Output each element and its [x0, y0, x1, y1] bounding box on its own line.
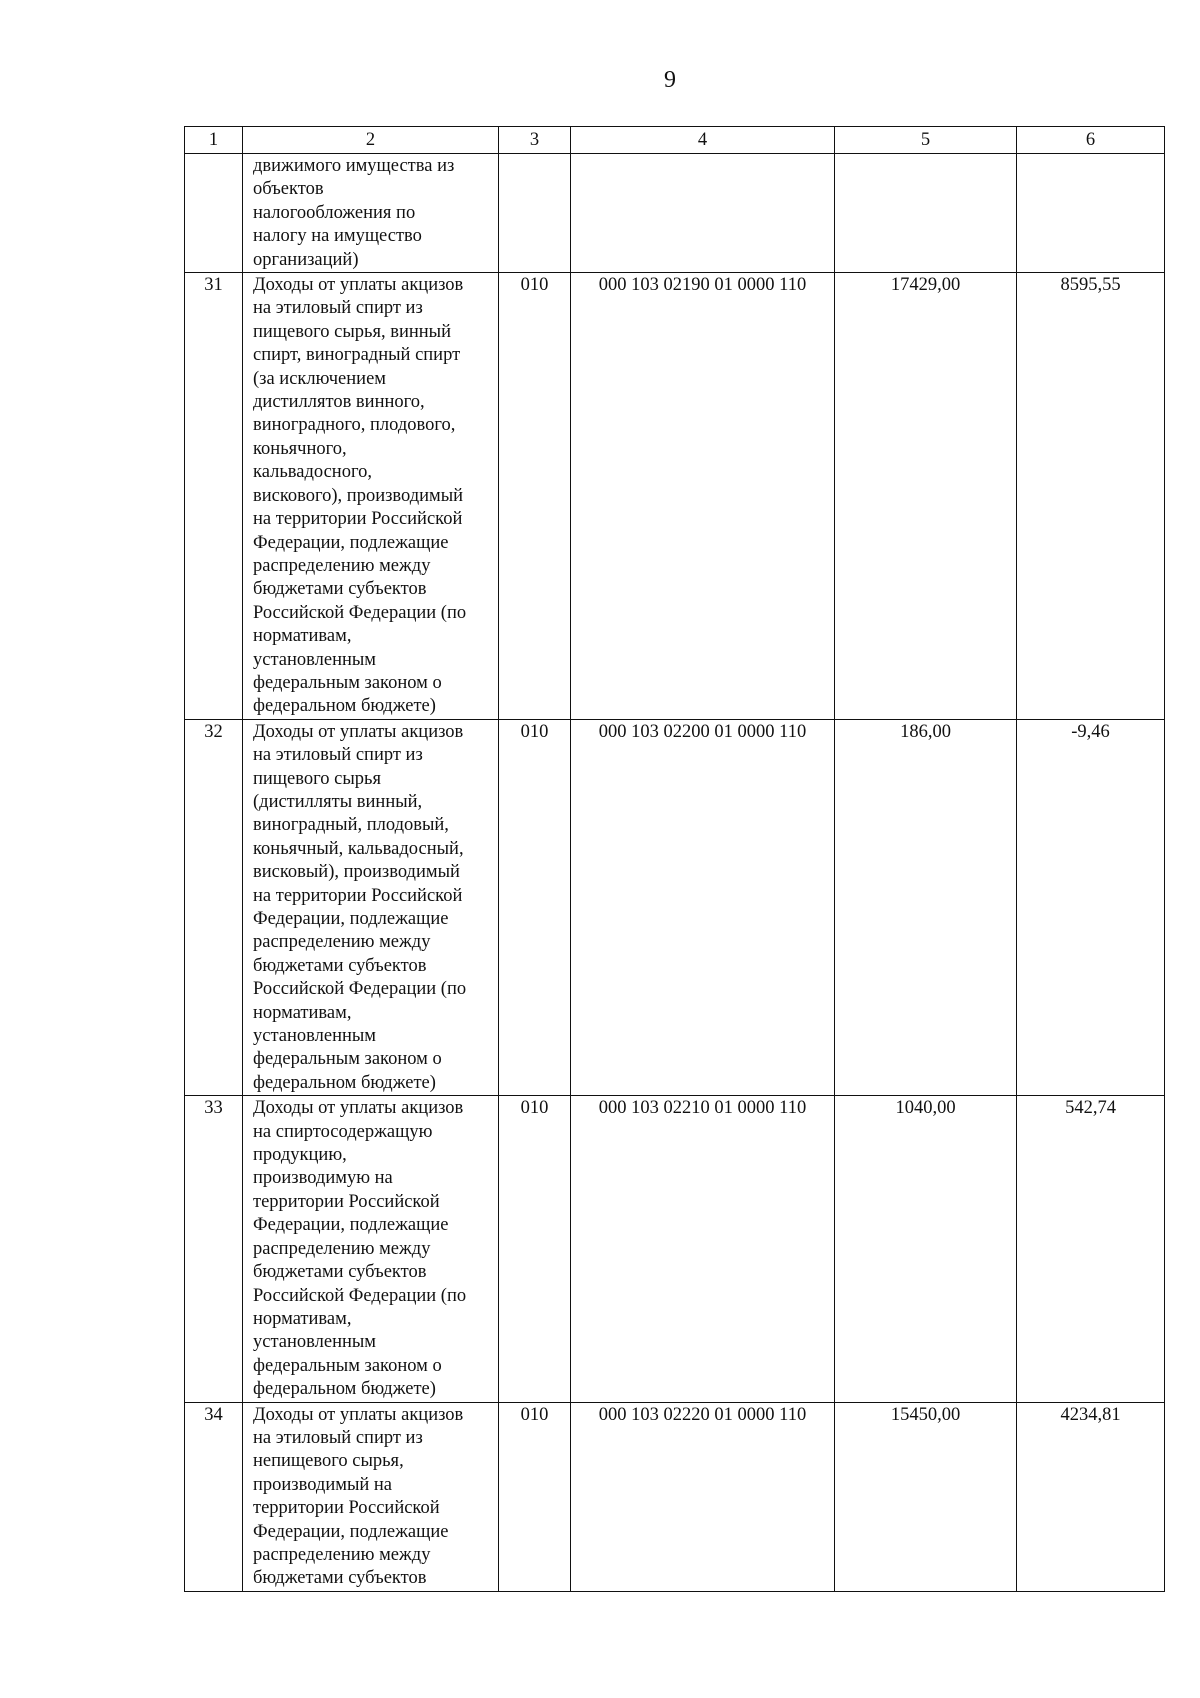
description-line: установленным	[253, 649, 377, 670]
header-col-4: 4	[571, 127, 835, 154]
description-line: производимую на	[253, 1168, 393, 1189]
description-line: налогообложения по	[253, 202, 416, 223]
header-col-2: 2	[243, 127, 499, 154]
description-line: пищевого сырья	[253, 768, 381, 789]
table-body	[185, 154, 1165, 273]
row-description	[243, 1096, 499, 1402]
description-line: виноградный, плодовый,	[253, 815, 449, 836]
description-line: федеральном бюджете)	[253, 1379, 436, 1400]
header-col-6: 6	[1017, 127, 1165, 154]
description-line: распределению между	[253, 1544, 431, 1565]
description-line: бюджетами субъектов	[253, 579, 427, 600]
description-line: федеральном бюджете)	[253, 1072, 436, 1093]
description-line: объектов	[253, 179, 324, 200]
description-line: висковый), производимый	[253, 862, 460, 883]
row-admin-code: 010	[499, 273, 571, 720]
description-line: спирт, виноградный спирт	[253, 345, 461, 366]
description-line: федеральным законом о	[253, 672, 442, 693]
row-number	[185, 154, 243, 273]
description-line: бюджетами субъектов	[253, 1262, 427, 1283]
table-row	[185, 1096, 1165, 1402]
row-number: 32	[185, 719, 243, 1096]
header-col-5: 5	[835, 127, 1017, 154]
description-line: на спиртосодержащую	[253, 1121, 433, 1142]
description-line: федеральным законом о	[253, 1355, 442, 1376]
row-description	[243, 719, 499, 1096]
description-line: на этиловый спирт из	[253, 298, 423, 319]
row-fact-value: -9,46	[1017, 719, 1165, 1096]
description-line: территории Российской	[253, 1191, 440, 1212]
header-row	[185, 127, 1165, 154]
row-budget-code	[571, 154, 835, 273]
description-line: бюджетами субъектов	[253, 1568, 427, 1589]
description-line: коньячного,	[253, 438, 347, 459]
header-col-3: 3	[499, 127, 571, 154]
description-line: на территории Российской	[253, 885, 463, 906]
table-rows	[185, 273, 1165, 1592]
header-col-1: 1	[185, 127, 243, 154]
description-line: федеральном бюджете)	[253, 696, 436, 717]
row-budget-code: 000 103 02200 01 0000 110	[571, 719, 835, 1096]
row-fact-value: 4234,81	[1017, 1402, 1165, 1591]
row-description	[243, 273, 499, 720]
description-line: Доходы от уплаты акцизов	[253, 721, 464, 742]
continuation-row	[185, 154, 1165, 273]
row-fact-value: 8595,55	[1017, 273, 1165, 720]
description-line: (дистилляты винный,	[253, 791, 423, 812]
description-line: Российской Федерации (по	[253, 979, 467, 1000]
description-line: Российской Федерации (по	[253, 602, 467, 623]
row-number: 34	[185, 1402, 243, 1591]
description-line: нормативам,	[253, 1308, 352, 1329]
row-fact-value: 542,74	[1017, 1096, 1165, 1402]
description-line: производимый на	[253, 1474, 393, 1495]
description-line: распределению между	[253, 1238, 431, 1259]
description-line: нормативам,	[253, 1002, 352, 1023]
table-row	[185, 719, 1165, 1096]
row-plan-value: 17429,00	[835, 273, 1017, 720]
description-line: Российской Федерации (по	[253, 1285, 467, 1306]
table-row	[185, 273, 1165, 720]
description-line: (за исключением	[253, 368, 386, 389]
row-number: 31	[185, 273, 243, 720]
description-line: движимого имущества из	[253, 156, 455, 176]
description-line: территории Российской	[253, 1498, 440, 1519]
row-admin-code: 010	[499, 719, 571, 1096]
description-line: непищевого сырья,	[253, 1451, 404, 1472]
description-line: Доходы от уплаты акцизов	[253, 1098, 464, 1119]
description-line: Федерации, подлежащие	[253, 909, 449, 929]
description-line: продукцию,	[253, 1145, 347, 1166]
row-admin-code: 010	[499, 1402, 571, 1591]
row-admin-code	[499, 154, 571, 273]
description-line: пищевого сырья, винный	[253, 321, 451, 342]
description-line: коньячный, кальвадосный,	[253, 838, 464, 859]
table-header	[185, 127, 1165, 154]
description-line: Доходы от уплаты акцизов	[253, 275, 464, 296]
row-plan-value: 186,00	[835, 719, 1017, 1096]
description-line: налогу на имущество	[253, 226, 422, 247]
row-budget-code: 000 103 02190 01 0000 110	[571, 273, 835, 720]
description-line: бюджетами субъектов	[253, 955, 427, 976]
row-description	[243, 1402, 499, 1591]
description-line: Федерации, подлежащие	[253, 1521, 449, 1542]
description-line: федеральным законом о	[253, 1049, 442, 1070]
description-line: распределению между	[253, 555, 431, 576]
revenue-table	[184, 126, 1165, 1592]
description-line: установленным	[253, 1026, 377, 1047]
description-line: Федерации, подлежащие	[253, 1215, 449, 1236]
description-line: распределению между	[253, 932, 431, 953]
row-plan-value: 15450,00	[835, 1402, 1017, 1591]
description-line: кальвадосного,	[253, 462, 372, 483]
row-budget-code: 000 103 02220 01 0000 110	[571, 1402, 835, 1591]
row-plan-value	[835, 154, 1017, 273]
description-line: на этиловый спирт из	[253, 745, 423, 766]
table-row	[185, 1402, 1165, 1591]
description-line: на этиловый спирт из	[253, 1427, 423, 1448]
row-budget-code: 000 103 02210 01 0000 110	[571, 1096, 835, 1402]
row-plan-value: 1040,00	[835, 1096, 1017, 1402]
row-number: 33	[185, 1096, 243, 1402]
description-line: вискового), производимый	[253, 485, 464, 506]
row-fact-value	[1017, 154, 1165, 273]
row-admin-code: 010	[499, 1096, 571, 1402]
description-line: нормативам,	[253, 626, 352, 647]
description-line: организаций)	[253, 249, 359, 270]
description-line: дистиллятов винного,	[253, 392, 425, 413]
row-description	[243, 154, 499, 273]
description-line: на территории Российской	[253, 509, 463, 530]
description-line: Федерации, подлежащие	[253, 532, 449, 553]
description-line: виноградного, плодового,	[253, 415, 456, 436]
description-line: установленным	[253, 1332, 377, 1353]
page-number: 9	[664, 67, 676, 93]
description-line: Доходы от уплаты акцизов	[253, 1404, 464, 1425]
